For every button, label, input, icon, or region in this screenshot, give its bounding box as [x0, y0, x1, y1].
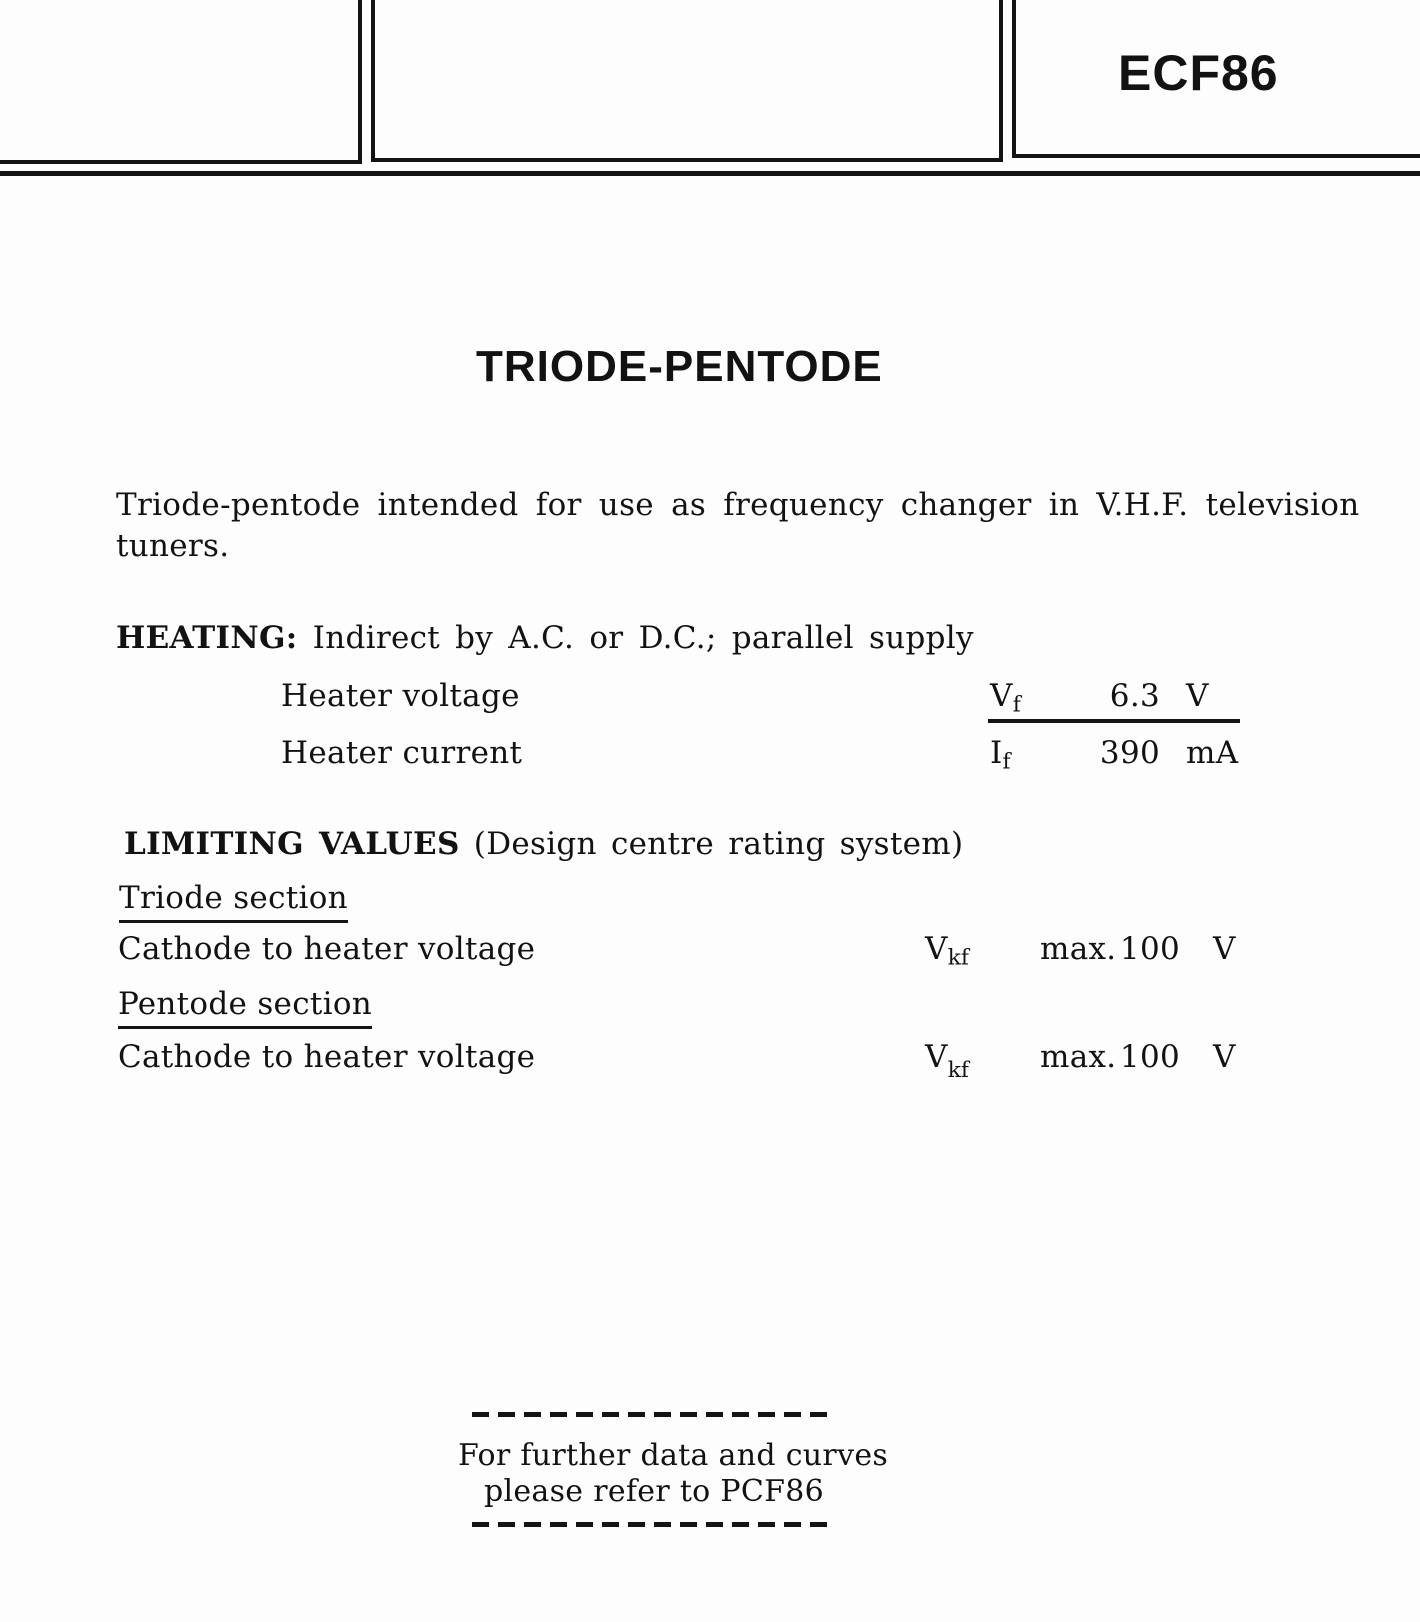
note-bottom-dashed-rule	[472, 1522, 836, 1527]
row-symbol: $V_{kf}$	[925, 1039, 969, 1083]
row-label: Heater voltage	[281, 678, 520, 714]
row-unit: V	[1213, 1039, 1236, 1075]
header-vertical-rule-left-outer	[358, 0, 362, 164]
row-unit: mA	[1186, 735, 1239, 771]
header-vertical-rule-right-inner	[999, 0, 1003, 160]
row-symbol: $V_{kf}$	[925, 931, 969, 971]
row-value: 6.3	[1109, 678, 1160, 714]
heater-table-divider	[988, 719, 1240, 723]
row-qualifier: max.	[1040, 1039, 1117, 1075]
row-value: 100	[1119, 1039, 1180, 1075]
header-vertical-rule-left-inner	[371, 0, 375, 160]
row-unit: V	[1186, 678, 1209, 714]
limiting-values-label: LIMITING VALUES	[124, 826, 460, 862]
heating-text: Indirect by A.C. or D.C.; parallel supply	[312, 620, 974, 656]
triode-section-heading	[119, 880, 348, 923]
row-label: Cathode to heater voltage	[118, 1039, 536, 1075]
limiting-values-heading	[124, 826, 963, 862]
header-full-width-rule	[0, 171, 1420, 176]
pentode-section-label: Pentode section	[118, 986, 372, 1029]
note-line-1: For further data and curves	[458, 1438, 889, 1473]
triode-section-label: Triode section	[119, 880, 348, 923]
row-value: 100	[1119, 931, 1180, 967]
header-vertical-rule-right-outer	[1012, 0, 1016, 157]
triode-cathode-heater-row	[0, 931, 1420, 971]
page-title: TRIODE-PENTODE	[476, 342, 883, 391]
row-unit: V	[1213, 931, 1236, 967]
row-value: 390	[1099, 735, 1160, 771]
header-bottom-rule-middle-segment	[371, 158, 1003, 162]
description-line-2: tuners.	[116, 528, 230, 564]
heating-label: HEATING:	[116, 620, 298, 656]
limiting-values-note: (Design centre rating system)	[473, 826, 964, 862]
row-label: Heater current	[281, 735, 523, 771]
heater-current-row	[0, 735, 1420, 775]
heating-heading	[116, 620, 974, 656]
part-number: ECF86	[1118, 45, 1279, 101]
note-top-dashed-rule	[472, 1412, 836, 1417]
row-label: Cathode to heater voltage	[118, 931, 536, 967]
reference-note-box	[458, 1406, 889, 1527]
header-bottom-rule-right-segment	[1012, 154, 1420, 158]
pentode-cathode-heater-row	[0, 1039, 1420, 1083]
note-line-2: please refer to PCF86	[483, 1474, 825, 1509]
header-bottom-rule-left-segment	[0, 160, 362, 164]
description-line-1: Triode-pentode intended for use as frequency changer in V.H.F. television	[116, 487, 1360, 523]
row-symbol: $I_f$	[990, 735, 1011, 775]
row-qualifier: max.	[1040, 931, 1117, 967]
heater-voltage-row	[0, 678, 1420, 718]
row-symbol: $V_f$	[990, 678, 1021, 718]
pentode-section-heading	[118, 986, 372, 1029]
